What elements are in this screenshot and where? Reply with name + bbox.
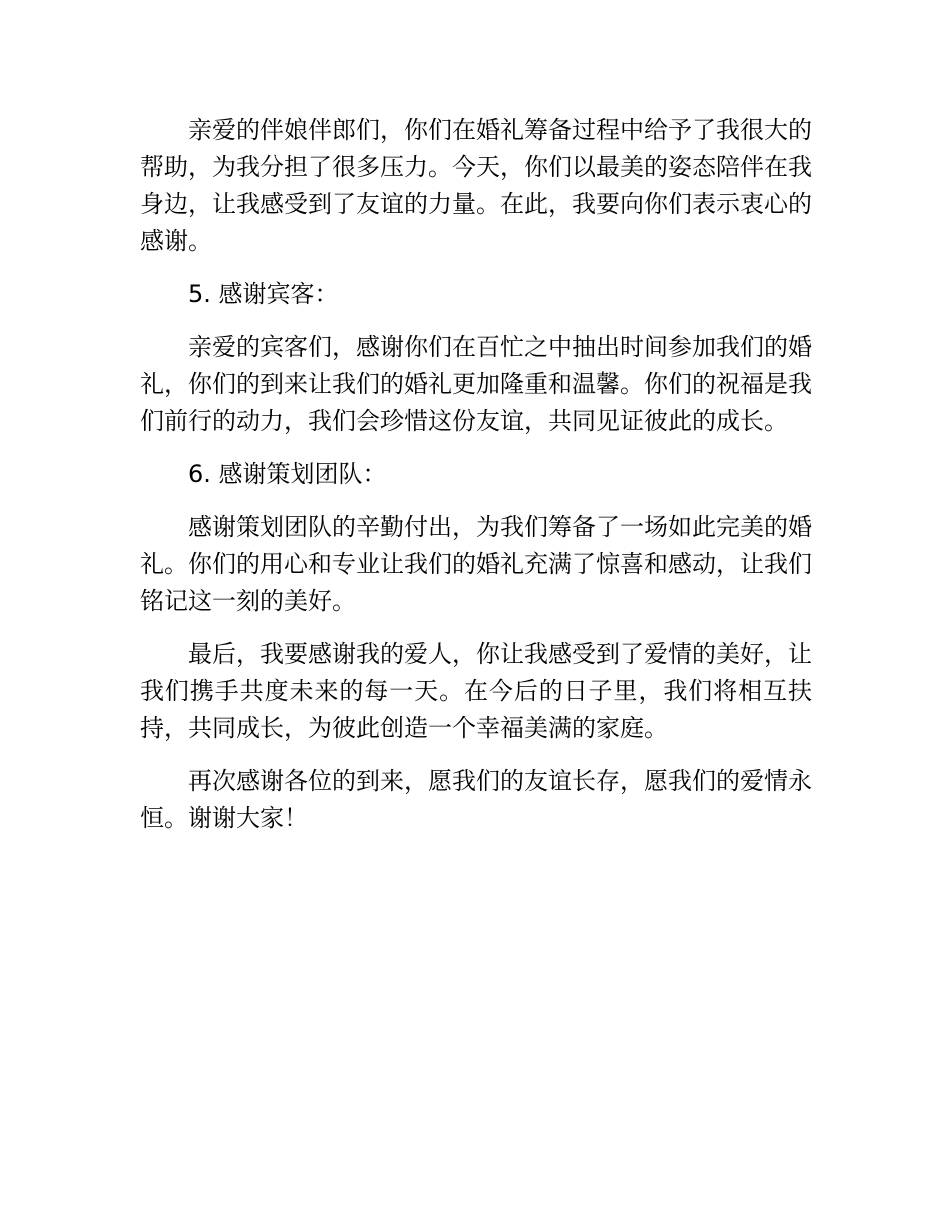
heading-thank-guests: 5. 感谢宾客： xyxy=(188,280,339,308)
paragraph-planning-team-thanks: 感谢策划团队的辛勤付出，为我们筹备了一场如此完美的婚礼。你们的用心和专业让我们的婚礼充满了惊喜和感动，让我们铭记这一刻的美好。 xyxy=(140,513,812,615)
paragraph-partner-thanks: 最后，我要感谢我的爱人，你让我感受到了爱情的美好，让我们携手共度未来的每一天。在今后的日子里，我们将相互扶持，共同成长，为彼此创造一个幸福美满的家庭。 xyxy=(140,640,812,742)
paragraph-closing: 再次感谢各位的到来，愿我们的友谊长存，愿我们的爱情永恒。谢谢大家！ xyxy=(140,767,812,832)
paragraph-guests-thanks: 亲爱的宾客们，感谢你们在百忙之中抽出时间参加我们的婚礼，你们的到来让我们的婚礼更加隆重和温馨。你们的祝福是我们前行的动力，我们会珍惜这份友谊，共同见证彼此的成长。 xyxy=(140,333,812,435)
paragraph-bridesmaids-thanks: 亲爱的伴娘伴郎们，你们在婚礼筹备过程中给予了我很大的帮助，为我分担了很多压力。今天，你们以最美的姿态陪伴在我身边，让我感受到了友谊的力量。在此，我要向你们表示衷心的感谢。 xyxy=(140,116,812,255)
heading-thank-planning-team: 6. 感谢策划团队： xyxy=(188,460,387,488)
document-page xyxy=(140,112,812,853)
